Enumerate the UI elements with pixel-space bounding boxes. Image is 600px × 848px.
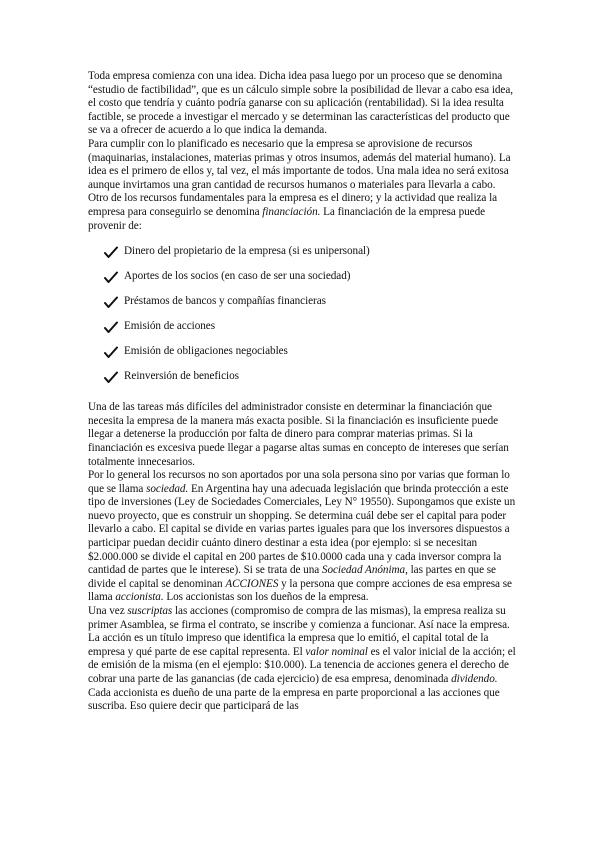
paragraph-accion [88, 632, 516, 714]
list-item-label: Aportes de los socios (en caso de ser una sociedad) [124, 269, 351, 282]
paragraph-suscripcion [88, 605, 516, 632]
paragraph-idea [88, 70, 516, 138]
paragraph-sociedad-text-1: Por lo general los recursos no son aportados por una sola persona sino por varias que forman lo que se llama [88, 469, 510, 495]
check-icon [104, 246, 118, 258]
paragraph-sociedad [88, 469, 516, 605]
paragraph-tareas [88, 401, 516, 469]
term-accionista: accionista. [115, 591, 164, 604]
paragraph-accion-text-1: La acción es un título impreso que identifica la empresa que lo emitió, el capital total de la empresa y qué parte de ese capital representa. El [88, 632, 489, 658]
check-icon [104, 271, 118, 283]
list-item [104, 364, 516, 389]
paragraph-recursos-text: Para cumplir con lo planificado es necesario que la empresa se aprovisione de recursos (maquinarias, instalaciones, materias primas y otros insumos, además del material humano). La idea es el primero de ellos y, tal vez, el más importante de todos. Una mala idea no será exitosa aunque invirtamos una gran cantidad de recursos humanos o materiales para llevarla a cabo. [88, 137, 511, 191]
paragraph-sociedad-text-4: y la persona que compre acciones de esa empresa se llama [88, 577, 512, 604]
paragraph-accion-text-2: es el valor inicial de la acción; el de emisión de la misma (en el ejemplo: $10.000). La tenencia de acciones genera el derecho de cobrar una parte de las ganancias (de cada ejercicio) de esa empresa, denominada [88, 645, 516, 685]
list-item-label: Emisión de obligaciones negociables [124, 344, 288, 357]
paragraph-recursos [88, 138, 516, 192]
list-item-label: Dinero del propietario de la empresa (si es unipersonal) [124, 244, 370, 257]
check-icon [104, 296, 118, 308]
paragraph-financiacion [88, 192, 516, 233]
term-acciones: ACCIONES [225, 577, 279, 590]
list-item-label: Reinversión de beneficios [124, 369, 239, 382]
paragraph-financiacion-text: Otro de los recursos fundamentales para la empresa es el dinero; y la actividad que realiza la empresa para conseguirlo se denomina [88, 192, 498, 218]
paragraph-tareas-text: Una de las tareas más difíciles del administrador consiste en determinar la financiación que necesita la empresa de la manera más exacta posible. Si la financiación es insuficiente puede llegar a detenerse la producción por falta de dinero para comprar materias primas. Si la financiación es excesiva puede llegar a pagarse altas sumas en concepto de intereses que serían totalmente innecesarios. [88, 401, 509, 468]
document-page [88, 70, 516, 714]
list-item [104, 239, 516, 264]
financing-sources-list [88, 239, 516, 389]
paragraph-financiacion-text-end: La financiación de la empresa puede provenir de: [88, 205, 486, 232]
check-icon [104, 321, 118, 333]
term-sociedad-anonima: Sociedad Anónima [321, 564, 406, 577]
check-icon [104, 346, 118, 358]
spacer [88, 389, 516, 401]
paragraph-suscripcion-text-1: Una vez [88, 605, 128, 618]
paragraph-sociedad-text-5: Los accionistas son los dueños de la empresa. [163, 591, 369, 604]
term-valor-nominal: valor nominal [305, 645, 368, 658]
paragraph-suscripcion-text-2: las acciones (compromiso de compra de las mismas), la empresa realiza su primer Asamblea, se firma el contrato, se inscribe y comienza a funcionar. Así nace la empresa. [88, 605, 510, 631]
term-sociedad: sociedad. [146, 482, 189, 495]
term-suscriptas: suscriptas [127, 605, 173, 618]
list-item [104, 264, 516, 289]
paragraph-sociedad-text-2: En Argentina hay una adecuada legislación que brinda protección a este tipo de inversiones (Ley de Sociedades Comerciales, Ley N° 19550). Supongamos que existe un nuevo proyecto, que es construir un shopping. Se determina cuál debe ser el capital para poder llevarlo a cabo. El capital se divide en varias partes iguales para que los inversores dispuestos a participar puedan decidir cuánto dinero destinar a esta idea (por ejemplo: si se necesitan $2.000.000 se divide el capital en 200 partes de $10.0000 cada una y cada inversor compra la cantidad de partes que le interese). Si se trata de una [88, 482, 516, 577]
check-icon [104, 371, 118, 383]
list-item-label: Emisión de acciones [124, 319, 216, 332]
paragraph-sociedad-text-3: , las partes en que se divide el capital se denominan [88, 564, 496, 590]
list-item [104, 314, 516, 339]
term-dividendo: dividendo. [451, 673, 498, 685]
list-item [104, 289, 516, 314]
term-financiacion: financiación. [262, 205, 321, 218]
list-item-label: Préstamos de bancos y compañías financieras [124, 294, 326, 307]
list-item [104, 339, 516, 364]
paragraph-idea-text: Toda empresa comienza con una idea. Dicha idea pasa luego por un proceso que se denomina “estudio de factibilidad”, que es un cálculo simple sobre la posibilidad de llevar a cabo esa idea, el costo que tendría y cuánto podría ganarse con su aplicación (rentabilidad). Si la idea resulta factible, se procede a investigar el mercado y se determinan las características del producto que se va a ofrecer de acuerdo a lo que indica la demanda. [88, 70, 513, 137]
paragraph-accion-text-3: Cada accionista es dueño de una parte de la empresa en parte proporcional a las acciones que suscriba. Eso quiere decir que participará de las [88, 686, 500, 713]
